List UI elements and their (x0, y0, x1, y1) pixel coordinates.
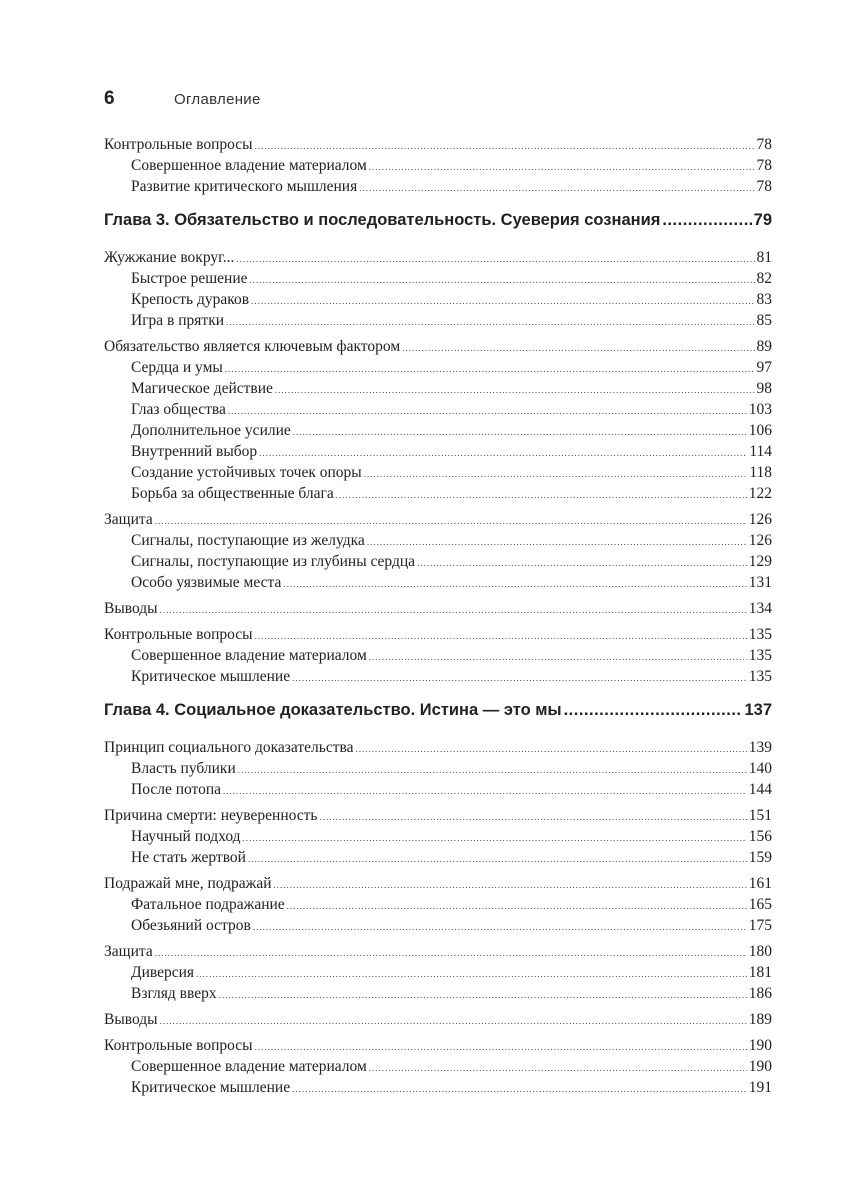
dot-leader (160, 1016, 747, 1026)
toc-entry-title: Сердца и умы (131, 359, 223, 376)
dot-leader (293, 427, 747, 437)
toc-section-group (104, 1037, 772, 1100)
dot-leader (255, 631, 747, 641)
toc-section-group (104, 807, 772, 870)
toc-subentry (104, 668, 772, 689)
dot-leader (259, 448, 747, 458)
dot-leader (292, 673, 747, 683)
toc-entry-page-number: 190 (748, 1037, 772, 1054)
toc-entry-title: Жужжание вокруг... (104, 249, 235, 266)
toc-entry-page-number: 159 (748, 849, 772, 866)
toc-entry-title: Крепость дураков (131, 291, 250, 308)
toc-entry-page-number: 106 (748, 422, 772, 439)
toc-entry-page-number: 135 (748, 668, 772, 685)
toc-entry-page-number: 156 (748, 828, 772, 845)
toc-subentry (104, 917, 772, 938)
toc-subentry (104, 422, 772, 443)
dot-leader (292, 1084, 747, 1094)
toc-entry-page-number: 144 (748, 781, 772, 798)
toc-entry-page-number: 78 (756, 178, 772, 195)
toc-subentry (104, 401, 772, 422)
dot-leader (564, 701, 743, 720)
toc-subentry (104, 485, 772, 506)
dot-leader (367, 537, 747, 547)
toc-section-group (104, 1011, 772, 1032)
dot-leader (359, 183, 754, 193)
toc-entry-title: Сигналы, поступающие из желудка (131, 532, 365, 549)
dot-leader (196, 969, 747, 979)
dot-leader (155, 948, 747, 958)
toc-subentry (104, 532, 772, 553)
chapter-page-number: 137 (744, 701, 772, 719)
toc-entry-title: Контрольные вопросы (104, 136, 253, 153)
toc-entry-title: Контрольные вопросы (104, 626, 253, 643)
toc-entry-title: Защита (104, 511, 153, 528)
toc-subentry (104, 760, 772, 781)
toc-entry-page-number: 82 (756, 270, 772, 287)
toc-subentry (104, 574, 772, 595)
chapter-heading (104, 701, 772, 727)
toc-subentry (104, 464, 772, 485)
dot-leader (243, 833, 747, 843)
toc-entry (104, 249, 772, 270)
dot-leader (356, 744, 747, 754)
toc-subentry (104, 1058, 772, 1079)
toc-subentry (104, 964, 772, 985)
dot-leader (283, 579, 746, 589)
toc-entry-title: Совершенное владение материалом (131, 157, 367, 174)
toc-entry-title: Дополнительное усилие (131, 422, 291, 439)
toc-entry-title: Контрольные вопросы (104, 1037, 253, 1054)
toc-entry (104, 1011, 772, 1032)
chapter-title: Глава 3. Обязательство и последовательность. Суеверия сознания (104, 211, 661, 229)
toc-entry-page-number: 83 (756, 291, 772, 308)
toc-entry-page-number: 129 (748, 553, 772, 570)
toc-entry-title: Обязательство является ключевым фактором (104, 338, 401, 355)
toc-subentry (104, 553, 772, 574)
toc-entry-title: Защита (104, 943, 153, 960)
toc-section-group (104, 943, 772, 1006)
toc-entry-page-number: 85 (756, 312, 772, 329)
toc-entry-title: Обезьяний остров (131, 917, 251, 934)
dot-leader (223, 786, 747, 796)
dot-leader (253, 922, 747, 932)
toc-entry-title: Научный подход (131, 828, 241, 845)
chapter-title: Глава 4. Социальное доказательство. Истина — это мы (104, 701, 562, 719)
toc-entry-title: Внутренний выбор (131, 443, 258, 460)
toc-entry-title: После потопа (131, 781, 222, 798)
toc-entry-title: Особо уязвимые места (131, 574, 282, 591)
toc-entry-page-number: 122 (748, 485, 772, 502)
dot-leader (155, 516, 747, 526)
toc-entry-title: Глаз общества (131, 401, 226, 418)
toc-entry-page-number: 139 (748, 739, 772, 756)
toc-page (104, 88, 772, 1105)
dot-leader (226, 317, 754, 327)
toc-entry-title: Критическое мышление (131, 668, 291, 685)
dot-leader (255, 1042, 747, 1052)
dot-leader (248, 854, 747, 864)
toc-entry (104, 875, 772, 896)
toc-entry-page-number: 190 (748, 1058, 772, 1075)
dot-leader (369, 162, 755, 172)
dot-leader (287, 901, 747, 911)
dot-leader (251, 296, 754, 306)
toc-entry-title: Принцип социального доказательства (104, 739, 354, 756)
toc-entry-title: Совершенное владение материалом (131, 647, 367, 664)
toc-entry-page-number: 135 (748, 647, 772, 664)
toc-entry-page-number: 126 (748, 532, 772, 549)
dot-leader (364, 469, 748, 479)
toc-entry-page-number: 180 (748, 943, 772, 960)
toc-subentry (104, 849, 772, 870)
toc-entry-page-number: 135 (748, 626, 772, 643)
toc-entry-page-number: 191 (748, 1079, 772, 1096)
dot-leader (662, 211, 751, 230)
toc-entry (104, 136, 772, 157)
chapter-heading (104, 211, 772, 237)
dot-leader (369, 652, 747, 662)
toc-entry-page-number: 97 (756, 359, 772, 376)
toc-entry-title: Критическое мышление (131, 1079, 291, 1096)
toc-entry-title: Не стать жертвой (131, 849, 246, 866)
toc-entry-page-number: 78 (756, 157, 772, 174)
toc-subentry (104, 178, 772, 199)
toc-entry-page-number: 131 (748, 574, 772, 591)
toc-entry (104, 1037, 772, 1058)
toc-entry-title: Выводы (104, 1011, 158, 1028)
toc-entry-title: Сигналы, поступающие из глубины сердца (131, 553, 416, 570)
toc-subentry (104, 157, 772, 178)
toc-entry-title: Борьба за общественные блага (131, 485, 334, 502)
table-of-contents (104, 136, 772, 1100)
toc-subentry (104, 647, 772, 668)
toc-entry-page-number: 118 (749, 464, 772, 481)
toc-entry-page-number: 78 (756, 136, 772, 153)
toc-entry (104, 338, 772, 359)
toc-section-group (104, 875, 772, 938)
toc-entry-title: Создание устойчивых точек опоры (131, 464, 362, 481)
toc-entry-page-number: 103 (748, 401, 772, 418)
dot-leader (225, 364, 755, 374)
toc-subentry (104, 1079, 772, 1100)
toc-subentry (104, 270, 772, 291)
toc-subentry (104, 828, 772, 849)
dot-leader (219, 990, 747, 1000)
toc-subentry (104, 781, 772, 802)
toc-entry-page-number: 181 (748, 964, 772, 981)
toc-entry-page-number: 134 (748, 600, 772, 617)
toc-entry-page-number: 81 (756, 249, 772, 266)
toc-entry-title: Совершенное владение материалом (131, 1058, 367, 1075)
running-title: Оглавление (174, 91, 261, 108)
dot-leader (238, 765, 747, 775)
toc-entry-title: Развитие критического мышления (131, 178, 358, 195)
toc-entry-page-number: 151 (748, 807, 772, 824)
toc-entry-title: Магическое действие (131, 380, 273, 397)
toc-subentry (104, 985, 772, 1006)
page-number: 6 (104, 88, 115, 109)
toc-entry-page-number: 98 (756, 380, 772, 397)
toc-entry-title: Быстрое решение (131, 270, 248, 287)
toc-entry-title: Фатальное подражание (131, 896, 285, 913)
dot-leader (236, 254, 754, 264)
toc-subentry (104, 380, 772, 401)
toc-entry-page-number: 161 (748, 875, 772, 892)
dot-leader (417, 558, 747, 568)
toc-section-group (104, 739, 772, 802)
toc-subentry (104, 359, 772, 380)
toc-entry-page-number: 175 (748, 917, 772, 934)
dot-leader (250, 275, 755, 285)
toc-entry-page-number: 165 (748, 896, 772, 913)
toc-subentry (104, 291, 772, 312)
toc-section-group (104, 626, 772, 689)
toc-entry-page-number: 89 (756, 338, 772, 355)
chapter-page-number: 79 (753, 211, 772, 229)
toc-section-group (104, 338, 772, 506)
toc-entry-title: Диверсия (131, 964, 195, 981)
toc-entry-title: Причина смерти: неуверенность (104, 807, 318, 824)
toc-entry (104, 943, 772, 964)
toc-entry (104, 739, 772, 760)
dot-leader (275, 385, 755, 395)
page-header (104, 88, 772, 114)
toc-section-group (104, 600, 772, 621)
toc-subentry (104, 443, 772, 464)
toc-entry (104, 807, 772, 828)
dot-leader (336, 490, 747, 500)
dot-leader (274, 880, 747, 890)
dot-leader (160, 605, 747, 615)
dot-leader (228, 406, 747, 416)
dot-leader (255, 141, 755, 151)
toc-entry-page-number: 189 (748, 1011, 772, 1028)
toc-entry-page-number: 114 (749, 443, 772, 460)
toc-section-group (104, 249, 772, 333)
toc-entry-title: Игра в прятки (131, 312, 225, 329)
toc-entry (104, 626, 772, 647)
toc-section-group (104, 136, 772, 199)
toc-entry-title: Подражай мне, подражай (104, 875, 272, 892)
toc-subentry (104, 896, 772, 917)
toc-entry-page-number: 126 (748, 511, 772, 528)
dot-leader (402, 343, 754, 353)
toc-entry-title: Власть публики (131, 760, 236, 777)
toc-entry-page-number: 186 (748, 985, 772, 1002)
toc-entry-page-number: 140 (748, 760, 772, 777)
dot-leader (319, 812, 746, 822)
dot-leader (369, 1063, 747, 1073)
toc-section-group (104, 511, 772, 595)
toc-entry-title: Выводы (104, 600, 158, 617)
toc-subentry (104, 312, 772, 333)
toc-entry-title: Взгляд вверх (131, 985, 217, 1002)
toc-entry (104, 600, 772, 621)
toc-entry (104, 511, 772, 532)
